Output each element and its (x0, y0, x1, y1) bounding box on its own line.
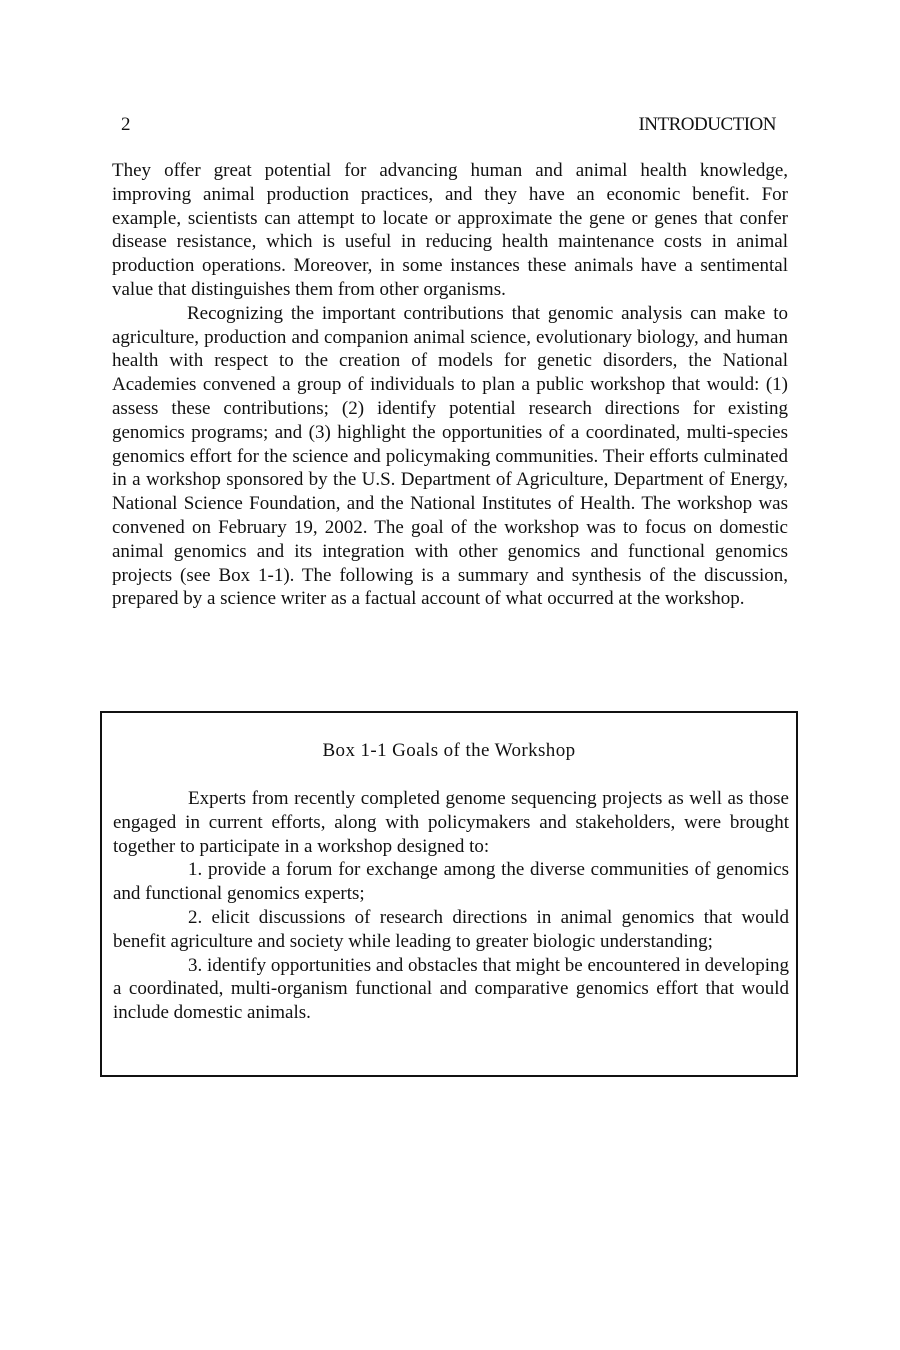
box-item: 1. provide a forum for exchange among the diverse communities of genomics and functional genomics experts; (113, 859, 789, 905)
box-item: 2. elicit discussions of research directions in animal genomics that would benefit agriculture and society while leading to greater biologic understanding; (113, 906, 789, 952)
box-intro: Experts from recently completed genome sequencing projects as well as those engaged in current efforts, along with policymakers and stakeholders, were brought together to participate in a workshop designed to: (113, 788, 789, 857)
body-text (112, 159, 788, 611)
box-title: Box 1-1 Goals of the Workshop (322, 740, 576, 761)
running-head: INTRODUCTION (638, 114, 776, 135)
body-paragraph: They offer great potential for advancing human and animal health knowledge, improving animal production practices, and they have an economic benefit. For example, scientists can attempt to locate or approximate the gene or genes that confer disease resistance, which is useful in reducing health maintenance costs in animal production operations. Moreover, in some instances these animals have a sentimental value that distinguishes them from other organisms. (112, 160, 788, 300)
box-item: 3. identify opportunities and obstacles that might be encountered in developing a coordinated, multi-organism functional and comparative genomics effort that would include domestic animals. (113, 954, 789, 1024)
body-paragraph: Recognizing the important contributions that genomic analysis can make to agriculture, production and companion animal science, evolutionary biology, and human health with respect to the creation of models for genetic disorders, the National Academies convened a group of individuals to plan a public workshop that would: (1) assess these contributions; (2) identify potential research directions for existing genomics programs; and (3) highlight the opportunities of a coordinated, multi-species genomics effort for the science and policymaking communities. Their efforts culminated in a workshop sponsored by the U.S. Department of Agriculture, Department of Energy, National Science Foundation, and the National Institutes of Health. The workshop was convened on February 19, 2002. The goal of the workshop was to focus on domestic animal genomics and its integration with other genomics and functional genomics projects (see Box 1-1). The following is a summary and synthesis of the discussion, prepared by a science writer as a factual account of what occurred at the workshop. (112, 302, 788, 610)
goals-box (100, 711, 798, 1077)
box-body (113, 787, 789, 1025)
page-number: 2 (121, 114, 131, 135)
